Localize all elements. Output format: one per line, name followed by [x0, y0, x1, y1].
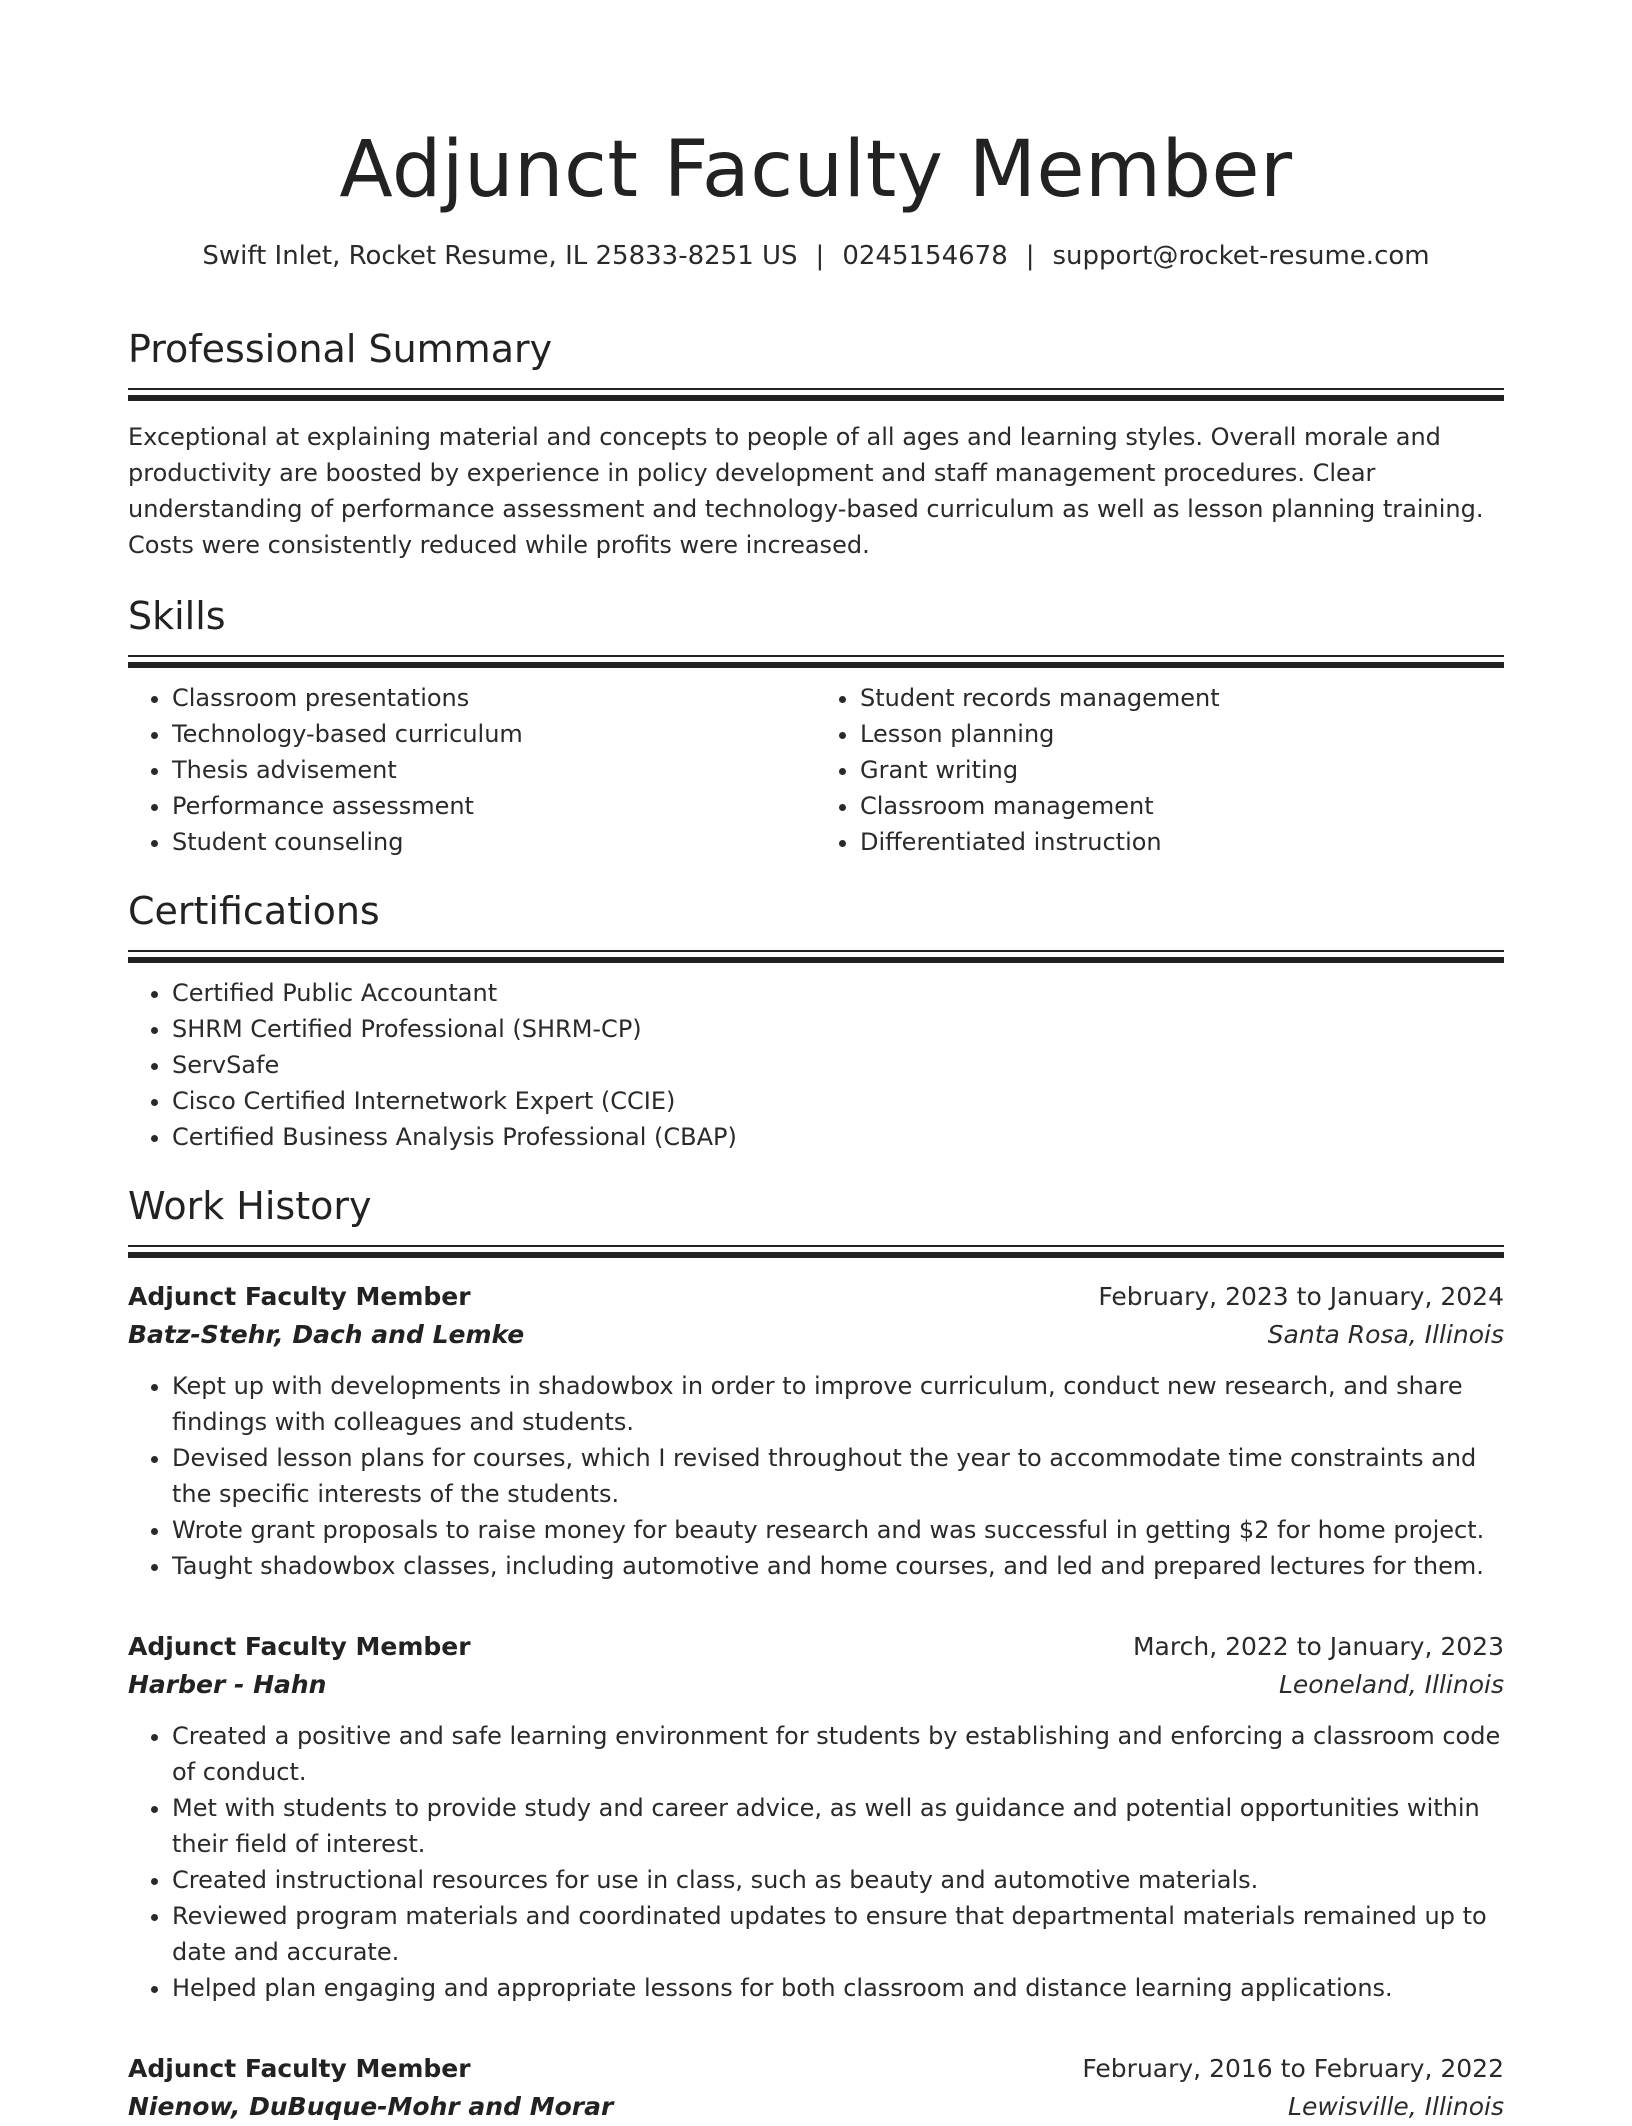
- skill-item: • Differentiated instruction: [860, 824, 1504, 860]
- certifications-section: [128, 886, 1504, 1155]
- job-header-row: [128, 1628, 1504, 1666]
- job-bullet: • Created instructional resources for use in class, such as beauty and automotive materials.: [172, 1862, 1504, 1898]
- job-bullet: • Reviewed program materials and coordinated updates to ensure that departmental materials remained up to date and accurate.: [172, 1898, 1504, 1970]
- skills-columns: [128, 680, 1504, 860]
- job-header-row: [128, 2050, 1504, 2088]
- contact-address: Swift Inlet, Rocket Resume, IL 25833-8251 US: [202, 241, 798, 271]
- skills-right-list: [816, 680, 1504, 860]
- job-header-row: [128, 1278, 1504, 1316]
- certifications-list: [128, 975, 1504, 1155]
- work-history-section: [128, 1181, 1504, 2126]
- job-bullets: [128, 1368, 1504, 1584]
- job-dates: February, 2023 to January, 2024: [1098, 1282, 1504, 1311]
- section-divider: [128, 388, 1504, 390]
- certification-item: • Certified Public Accountant: [172, 975, 1504, 1011]
- certification-item: • Certified Business Analysis Professional (CBAP): [172, 1119, 1504, 1155]
- skills-left-list: [128, 680, 816, 860]
- section-divider: [128, 1245, 1504, 1247]
- job-bullet: • Wrote grant proposals to raise money for beauty research and was successful in getting $2 for home project.: [172, 1512, 1504, 1548]
- certification-item: • SHRM Certified Professional (SHRM-CP): [172, 1011, 1504, 1047]
- skill-item: • Lesson planning: [860, 716, 1504, 752]
- job-bullets: [128, 1718, 1504, 2006]
- job-company: Batz-Stehr, Dach and Lemke: [128, 1320, 525, 1349]
- contact-line: [128, 238, 1504, 274]
- job-company-row: [128, 1666, 1504, 1704]
- summary-text: Exceptional at explaining material and concepts to people of all ages and learning styles. Overall morale and productivity are boosted by experience in policy development and staff management procedures. Clear understanding of performance assessment and technology-based curriculum as well as lesson planning training. Costs were consistently reduced while profits were increased.: [128, 423, 1484, 559]
- section-divider-thick: [128, 957, 1504, 963]
- skill-item: • Performance assessment: [172, 788, 816, 824]
- skill-item: • Classroom presentations: [172, 680, 816, 716]
- skills-heading: Skills: [128, 594, 226, 638]
- skill-item: • Classroom management: [860, 788, 1504, 824]
- skill-item: • Student counseling: [172, 824, 816, 860]
- job-bullet: • Devised lesson plans for courses, which I revised throughout the year to accommodate time constraints and the specific interests of the students.: [172, 1440, 1504, 1512]
- summary-heading: Professional Summary: [128, 327, 553, 371]
- section-divider: [128, 950, 1504, 952]
- job-company: Nienow, DuBuque-Mohr and Morar: [128, 2092, 614, 2121]
- work-history-heading: Work History: [128, 1184, 372, 1228]
- job-bullet: • Taught shadowbox classes, including automotive and home courses, and led and prepared lectures for them.: [172, 1548, 1504, 1584]
- job-dates: February, 2016 to February, 2022: [1082, 2054, 1504, 2083]
- job-bullet: • Created a positive and safe learning environment for students by establishing and enforcing a classroom code of conduct.: [172, 1718, 1504, 1790]
- job-entry: [128, 1628, 1504, 2006]
- contact-separator: |: [815, 241, 825, 271]
- summary-section: [128, 324, 1504, 563]
- skill-item: • Technology-based curriculum: [172, 716, 816, 752]
- certification-item: • ServSafe: [172, 1047, 1504, 1083]
- section-divider-thick: [128, 662, 1504, 668]
- contact-email: support@rocket-resume.com: [1052, 241, 1430, 271]
- job-title: Adjunct Faculty Member: [128, 1632, 471, 1661]
- job-bullet: • Kept up with developments in shadowbox in order to improve curriculum, conduct new research, and share findings with colleagues and students.: [172, 1368, 1504, 1440]
- certifications-heading: Certifications: [128, 889, 380, 933]
- job-location: Santa Rosa, Illinois: [1267, 1320, 1504, 1349]
- job-company-row: [128, 2088, 1504, 2126]
- skills-section: [128, 591, 1504, 860]
- job-bullet: • Met with students to provide study and career advice, as well as guidance and potential opportunities within their field of interest.: [172, 1790, 1504, 1862]
- job-title: Adjunct Faculty Member: [128, 2054, 471, 2083]
- certification-item: • Cisco Certified Internetwork Expert (CCIE): [172, 1083, 1504, 1119]
- section-divider-thick: [128, 395, 1504, 401]
- skill-item: • Grant writing: [860, 752, 1504, 788]
- job-bullet: • Helped plan engaging and appropriate lessons for both classroom and distance learning applications.: [172, 1970, 1504, 2006]
- candidate-name: Adjunct Faculty Member: [339, 125, 1293, 215]
- job-title: Adjunct Faculty Member: [128, 1282, 471, 1311]
- job-entry: [128, 1278, 1504, 1584]
- section-divider: [128, 655, 1504, 657]
- job-company: Harber - Hahn: [128, 1670, 327, 1699]
- job-entry: [128, 2050, 1504, 2126]
- contact-phone: 0245154678: [842, 241, 1008, 271]
- skill-item: • Student records management: [860, 680, 1504, 716]
- job-location: Lewisville, Illinois: [1288, 2092, 1504, 2121]
- job-location: Leoneland, Illinois: [1278, 1670, 1504, 1699]
- skill-item: • Thesis advisement: [172, 752, 816, 788]
- section-divider-thick: [128, 1252, 1504, 1258]
- contact-separator: |: [1025, 241, 1035, 271]
- job-company-row: [128, 1316, 1504, 1354]
- job-dates: March, 2022 to January, 2023: [1132, 1632, 1504, 1661]
